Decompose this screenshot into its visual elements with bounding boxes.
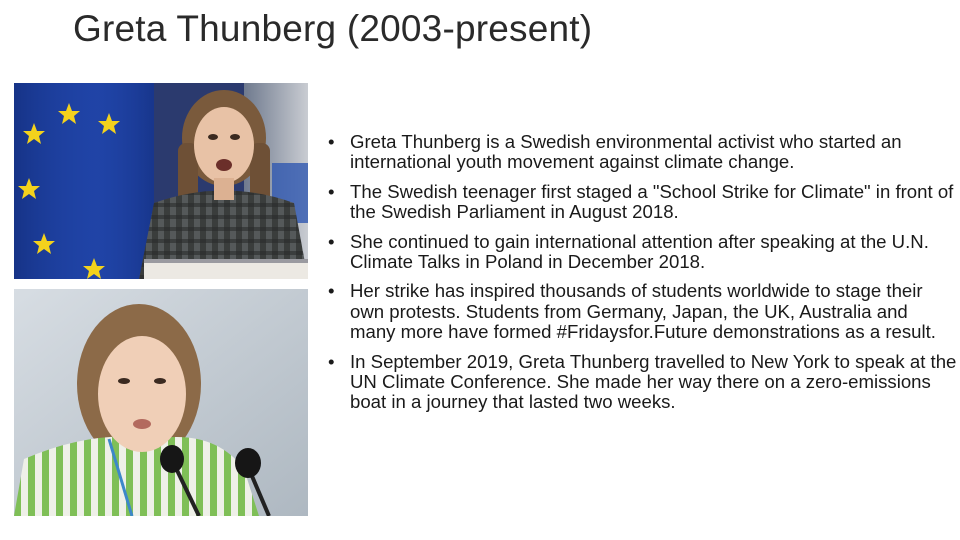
bullet-marker: • [328,230,335,252]
bullet-text: The Swedish teenager first staged a "School Strike for Climate" in front of the Swedish Parliament in August 2018. [350,180,954,223]
bullet-text: She continued to gain international attention after speaking at the U.N. Climate Talks in Poland in December 2018. [350,230,929,273]
bullet-text: Greta Thunberg is a Swedish environmental activist who started an international youth movement against climate change. [350,131,902,173]
bullet-marker: • [328,131,335,152]
bullet-text: Her strike has inspired thousands of students worldwide to stage their own protests. Students from Germany, Japan, the UK, Australia and many more have formed #Fridaysfor.Future demonstrations as a result. [350,280,936,343]
bullet-item [328,182,958,223]
bullet-list [328,132,958,422]
bullet-item [328,132,958,173]
bullet-item [328,232,958,273]
slide-title: Greta Thunberg (2003-present) [73,8,593,49]
bullet-marker: • [328,180,335,202]
bullet-item [328,352,958,413]
bullet-marker: • [328,350,335,372]
photo-speaking-microphones [14,289,308,516]
bullet-item [328,281,958,342]
bullet-text: In September 2019, Greta Thunberg travelled to New York to speak at the UN Climate Conference. She made her way there on a zero-emissions boat in a journey that lasted two weeks. [350,350,957,413]
photo-speaking-eu-parliament [14,83,308,279]
bullet-marker: • [328,280,335,302]
